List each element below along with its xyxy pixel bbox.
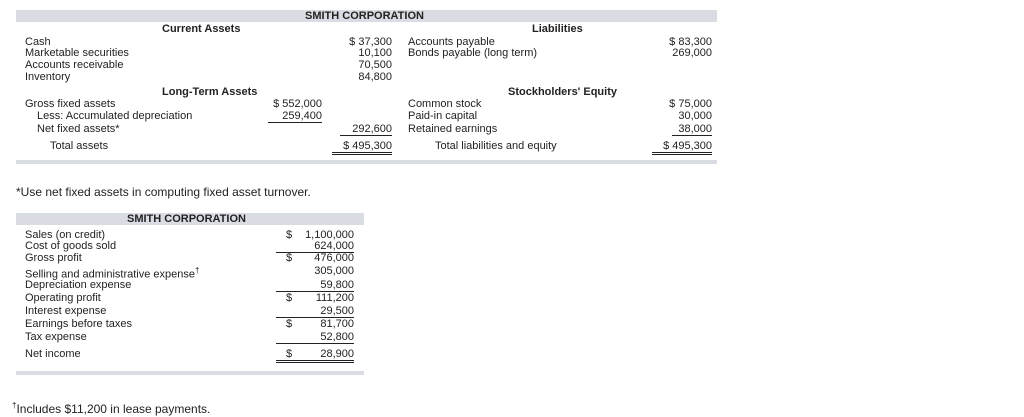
- accum-dep-value: 259,400: [268, 110, 322, 123]
- income-row-label-text: Tax expense: [25, 331, 87, 343]
- common-stock-value: $ 75,000: [669, 98, 712, 110]
- income-row-dollar-sign: $: [286, 348, 293, 360]
- balance-sheet-title: SMITH CORPORATION: [305, 10, 424, 22]
- retained-label: Retained earnings: [408, 123, 498, 135]
- income-row-label: [25, 348, 81, 360]
- gross-fixed-value: $ 552,000: [273, 98, 322, 110]
- long-term-assets-heading: Long-Term Assets: [162, 86, 258, 98]
- income-row-label: [25, 292, 101, 304]
- income-row-label-text: Selling and administrative expense: [25, 268, 195, 281]
- inventory-value: 84,800: [358, 71, 392, 83]
- income-row-label: [25, 318, 132, 330]
- income-row-value: 1,100,000: [305, 229, 354, 241]
- paid-in-label: Paid-in capital: [408, 110, 478, 122]
- cash-value: $ 37,300: [349, 36, 392, 48]
- income-row-label-text: Operating profit: [25, 292, 101, 304]
- income-row-dollar-sign: $: [286, 229, 293, 241]
- income-row-label-text: Gross profit: [25, 252, 82, 264]
- gross-fixed-label: Gross fixed assets: [25, 98, 116, 110]
- retained-value: 38,000: [672, 123, 712, 136]
- bonds-label: Bonds payable (long term): [408, 47, 538, 59]
- income-row-label-text: Earnings before taxes: [25, 318, 133, 330]
- income-row-value: 81,700: [320, 318, 354, 330]
- equity-heading: Stockholders' Equity: [508, 86, 617, 98]
- total-assets-value: $ 495,300: [332, 140, 392, 155]
- dagger-mark: †: [195, 266, 200, 275]
- income-row-value: 59,800: [276, 279, 354, 292]
- income-row-label: [25, 279, 131, 291]
- income-row-label-text: Sales (on credit): [25, 229, 106, 241]
- common-stock-label: Common stock: [408, 98, 482, 110]
- inventory-label: Inventory: [25, 71, 71, 83]
- accum-dep-label: Less: Accumulated depreciation: [37, 110, 193, 122]
- income-row-label-text: Interest expense: [25, 305, 107, 317]
- income-row-label: [25, 252, 82, 264]
- net-fixed-value: 292,600: [340, 123, 392, 136]
- balance-sheet-footer-bar: [16, 160, 717, 164]
- fixed-asset-note: *Use net fixed assets in computing fixed asset turnover.: [16, 185, 311, 199]
- receivable-value: 70,500: [358, 59, 392, 71]
- paid-in-value: 30,000: [678, 110, 712, 122]
- total-assets-label: Total assets: [50, 140, 109, 152]
- bonds-value: 269,000: [672, 47, 712, 59]
- net-fixed-label: Net fixed assets*: [37, 123, 120, 135]
- income-row-dollar-sign: $: [286, 252, 293, 264]
- income-row-value: 28,900: [276, 348, 354, 363]
- lease-note-text: Includes $11,200 in lease payments.: [16, 402, 211, 416]
- income-row-value: 624,000: [276, 240, 354, 253]
- income-row-value: 29,500: [276, 305, 354, 318]
- current-assets-heading: Current Assets: [162, 23, 241, 35]
- income-row-label: [25, 240, 116, 252]
- dagger-mark: †: [12, 401, 17, 410]
- income-row-dollar-sign: $: [286, 318, 293, 330]
- receivable-label: Accounts receivable: [25, 59, 124, 71]
- payable-label: Accounts payable: [408, 36, 495, 48]
- income-row-dollar-sign: $: [286, 292, 293, 304]
- payable-value: $ 83,300: [669, 36, 712, 48]
- income-row-value: 476,000: [314, 252, 354, 264]
- cash-label: Cash: [25, 36, 51, 48]
- marketable-label: Marketable securities: [25, 47, 129, 59]
- lease-note: [12, 399, 210, 416]
- income-row-label-text: Net income: [25, 348, 81, 360]
- total-le-label: Total liabilities and equity: [435, 140, 557, 152]
- income-statement-footer-bar: [16, 371, 364, 375]
- income-statement-title: SMITH CORPORATION: [127, 213, 246, 225]
- liabilities-heading: Liabilities: [532, 23, 583, 35]
- total-le-value: $ 495,300: [652, 140, 712, 155]
- income-row-value: 52,800: [276, 331, 354, 344]
- income-row-label: [25, 305, 106, 317]
- income-row-label-text: Depreciation expense: [25, 279, 132, 291]
- income-row-label: [25, 331, 87, 343]
- income-row-label-text: Cost of goods sold: [25, 240, 117, 252]
- income-row-value: 111,200: [315, 292, 354, 304]
- marketable-value: 10,100: [358, 47, 392, 59]
- income-row-value: 305,000: [314, 265, 354, 277]
